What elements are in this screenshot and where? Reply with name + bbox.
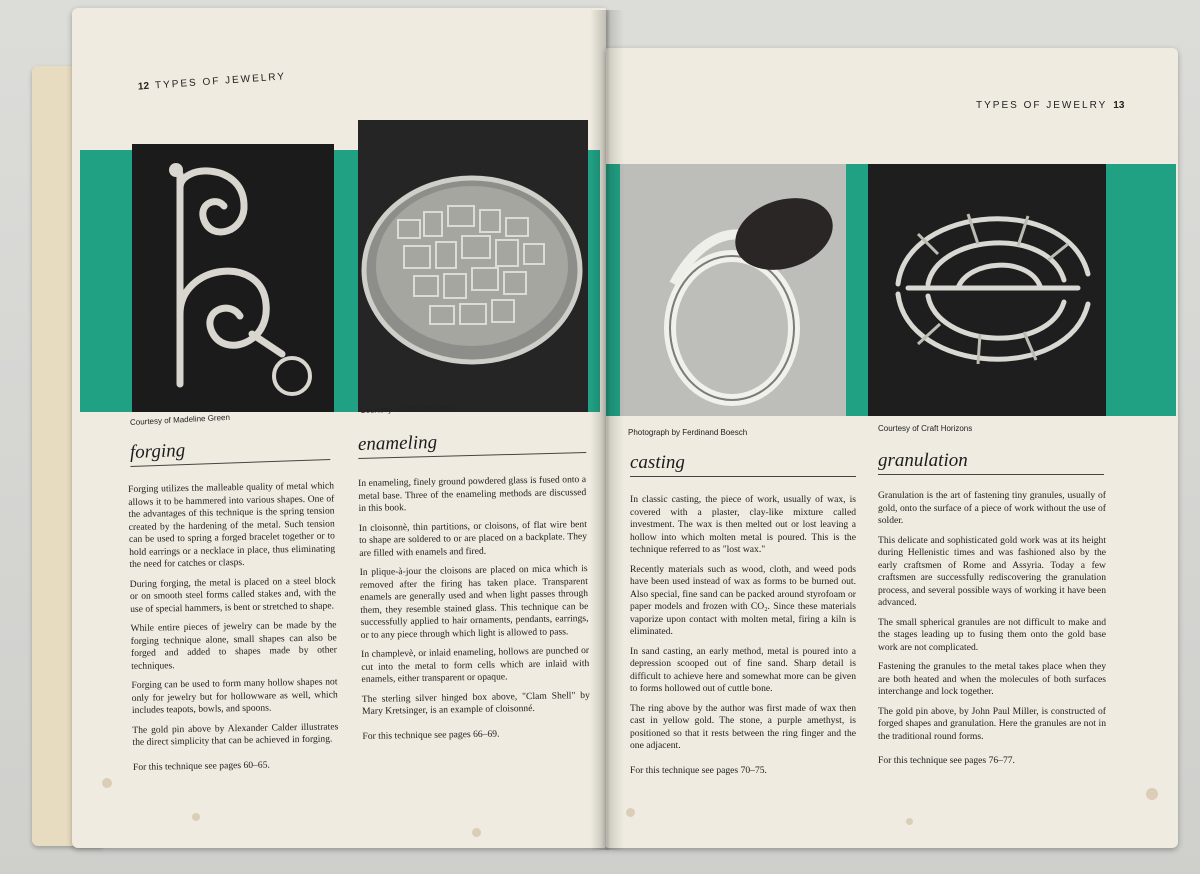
- enameling-text: [358, 474, 591, 750]
- casting-paragraph: In sand casting, an early method, metal is poured into a depression scooped out of fine sand. Sharp detail is difficult to achieve here and somewhat more can be given to forms hollowed out of cuttle bone.: [630, 645, 856, 694]
- enameling-paragraph: In enameling, finely ground powdered glass is fused onto a metal base. Three of the enameling methods are discussed in this book.: [358, 474, 587, 514]
- paper-stain: [192, 813, 200, 821]
- right-page-header: [976, 100, 1130, 111]
- enameling-see-pages: For this technique see pages 66–69.: [362, 728, 500, 742]
- paper-stain: [472, 828, 481, 837]
- section-title-enameling: enameling: [358, 428, 587, 459]
- paper-stain: [906, 818, 913, 825]
- casting-paragraph: Recently materials such as wood, cloth, and weed pods have been used instead of wax as forms to be burned out. Also special, fine sand can be packed around styrofoam or paper models and frozen with CO₂. Since these materials vaporize upon contact with molten metal, firing a kiln is eliminated.: [630, 563, 856, 637]
- right-page-number: 13: [1113, 100, 1125, 111]
- casting-paragraph: The ring above by the author was first made of wax then cast in yellow gold. The stone, a purple amethyst, is positioned so that it rests between the ring finger and the one adjacent.: [630, 702, 856, 751]
- enameled-box-photo: [358, 120, 588, 412]
- granulation-pin-photo: [868, 164, 1106, 416]
- caption-ferdinand-boesch: Photograph by Ferdinand Boesch: [628, 428, 748, 437]
- enameling-paragraph: In plique-à-jour the cloisons are placed on mica which is removed after the firing has taken place. Transparent enamels are generally used and when light passes through them, they resemble stained glass. This technique can be successfully applied to hair ornaments, pendants, earrings, or to any piece through which light is allowed to pass.: [359, 563, 589, 641]
- caption-craft-horizons-left: Courtesy of Craft Horizons: [359, 402, 455, 415]
- forged-pin-photo: [132, 144, 334, 412]
- right-header-title: TYPES OF JEWELRY: [976, 100, 1108, 111]
- paper-stain: [626, 808, 635, 817]
- caption-madeline-green: Courtesy of Madeline Green: [129, 412, 231, 427]
- section-title-forging: forging: [130, 435, 331, 467]
- casting-paragraph: In classic casting, the piece of work, usually of wax, is covered with a plaster, clay-like mixture called investment. The wax is then melted out or lost leaving a hollow into which molten metal is poured. This is the technique referred to as "lost wax.": [630, 494, 856, 555]
- left-page: [72, 8, 606, 848]
- left-page-header: [132, 71, 287, 93]
- granulation-paragraph: The small spherical granules are not difficult to make and the stages leading up to fusing them onto the gold base work are not complicated.: [878, 616, 1106, 653]
- cast-ring-photo: [620, 164, 846, 416]
- forging-paragraph: Forging utilizes the malleable quality of metal which allows it to be hammered into various shapes. One of the advantages of this technique is the spring tension created by the hardening of the metal. Such tension can be used to spring a forged bracelet together or to hold earrings or a necklace in place, thus eliminating the need for catches or clasps.: [128, 480, 336, 570]
- paper-stain: [1146, 788, 1158, 800]
- left-header-title: TYPES OF JEWELRY: [154, 71, 287, 92]
- forging-paragraph: During forging, the metal is placed on a steel block or on smooth steel forms called stakes and, with the use of special hammers, is bent or stretched to shape.: [129, 574, 337, 615]
- book-gutter: [590, 10, 624, 850]
- casting-see-pages: For this technique see pages 70–75.: [630, 764, 767, 776]
- section-title-casting: casting: [630, 452, 856, 477]
- left-page-number: 12: [137, 80, 150, 93]
- forging-see-pages: For this technique see pages 60–65.: [132, 759, 270, 773]
- granulation-paragraph: The gold pin above, by John Paul Miller, is constructed of forged shapes and granulation. Here the granules are not in the traditional round forms.: [878, 705, 1106, 742]
- enameling-paragraph: In champlevè, or inlaid enameling, hollows are punched or cut into the metal to form cells which are inlaid with enamels, either transparent or opaque.: [360, 644, 590, 685]
- granulation-text: [878, 490, 1106, 775]
- forging-text: [128, 480, 339, 781]
- casting-text: [630, 494, 856, 784]
- caption-craft-horizons-right: Courtesy of Craft Horizons: [878, 424, 973, 433]
- paper-stain: [102, 778, 112, 788]
- enameling-paragraph: In cloisonnè, thin partitions, or cloisons, of flat wire bent to shape are soldered to or are placed on a backplate. They are filled with enamels and fired.: [358, 518, 588, 559]
- granulation-see-pages: For this technique see pages 76–77.: [878, 755, 1015, 766]
- section-title-granulation: granulation: [878, 450, 1104, 475]
- granulation-paragraph: Granulation is the art of fastening tiny granules, usually of gold, onto the surface of a piece of work without the use of solder.: [878, 490, 1106, 526]
- granulation-paragraph: This delicate and sophisticated gold work was at its height during Hellenistic times and was fashioned also by the early craftsmen of Rome and Assyria. Today a few craftsmen are successfully rediscovering the granulation process, and several possible ways of working it have been advanced.: [878, 534, 1106, 608]
- right-page: [606, 48, 1178, 848]
- forging-paragraph: The gold pin above by Alexander Calder illustrates the direct simplicity that can be achieved in forging.: [132, 720, 339, 748]
- enameling-paragraph: The sterling silver hinged box above, "Clam Shell" by Mary Kretsinger, is an example of cloisonné.: [361, 689, 590, 717]
- forging-paragraph: While entire pieces of jewelry can be made by the forging technique alone, small shapes can also be forged and added to shapes made by other techniques.: [130, 619, 338, 672]
- forging-paragraph: Forging can be used to form many hollow shapes not only for jewelry but for hollowware as well, which includes teapots, bowls, and spoons.: [131, 676, 338, 716]
- granulation-paragraph: Fastening the granules to the metal takes place when they are both heated and when the molecules of both surfaces interchange and lock together.: [878, 661, 1106, 697]
